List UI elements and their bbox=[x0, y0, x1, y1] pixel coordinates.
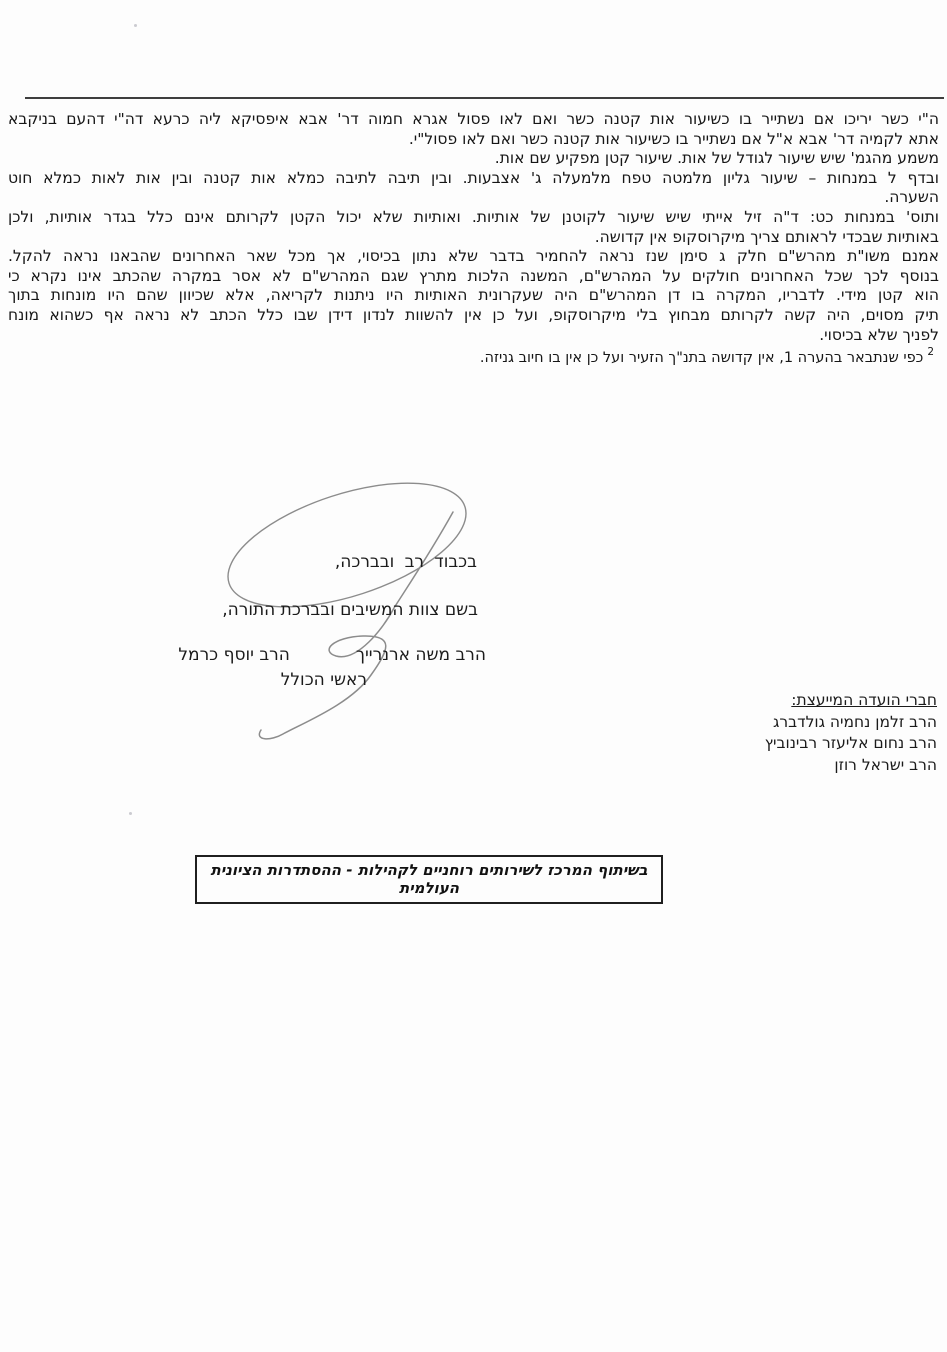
signer-name-right: הרב משה ארנרייך bbox=[355, 645, 486, 665]
body-line: הוא קטן מידי. לדבריו, המקרה בו דן המהרש"ם היה שעקרונית האותיות היו ניתנות לקריאה, אלא שכיוון שהם היו מונחות בתוך bbox=[8, 286, 939, 305]
body-line: השערה. bbox=[884, 188, 939, 207]
top-divider-rule bbox=[25, 97, 944, 99]
footnote-text: כפי שנתבאר בהערה 1, אין קדושה בתנ"ך הזעיר ועל כן אין בו חיוב גניזה. bbox=[479, 349, 924, 366]
partnership-banner bbox=[195, 855, 663, 904]
body-line: בנוסף לכך שכל האחרונים חולקים על המהרש"ם, המשנה הלכות מתרץ שגם המהרש"ם לא אסר במקרה שהכתב אינו נקרא כי bbox=[8, 266, 939, 285]
body-line: ותוס' במנחות כט: ד"ה זיל אייתי שיש שיעור לקוטנן של אותיות. ואותיות שלא יכול הקטן לקרותם אינם כלל בגדר אותיות, ולכן bbox=[8, 207, 939, 226]
signers-row bbox=[178, 645, 486, 665]
body-line: באותיות שבכדי לראותם צריך מיקרוסקופ אין קדושה. bbox=[594, 227, 939, 246]
signers-role: ראשי הכולל bbox=[280, 670, 367, 690]
closing-salutation: בכבוד רב ובברכה, bbox=[334, 552, 477, 572]
committee-member: הרב ישראל רוזן bbox=[834, 755, 937, 774]
committee-title: חברי הועדה המייעצת: bbox=[791, 691, 937, 709]
body-line: ה"י כשר יריכו אם נשתייר בו כשיעור אות קטנה כשר ואם לאו פסול אגרא חמוה דר' אבא איפסיקא ליה כרעא דה"י דהעם בניקבא bbox=[8, 110, 939, 128]
body-line: אמנם משו"ת מהרש"ם חלק ג סימן שנז נראה להחמיר בדבר שלא נתון בכיסוי, אך מכל שאר האחרונים שהבאנו נראה להקל. bbox=[8, 247, 939, 266]
responsum-body bbox=[8, 110, 939, 345]
body-line: לפניך שלא בכיסוי. bbox=[819, 325, 939, 344]
committee-member: הרב זלמן נחמיה גולדברג bbox=[773, 712, 937, 731]
advisory-committee bbox=[765, 690, 937, 776]
closing-on-behalf: בשם צוות המשיבים ובברכת התורה, bbox=[222, 600, 478, 620]
body-line: תיק מסוים, היה קשה לקרותם מבחוץ בלי מיקרוסקופ, ועל כן אין להשוות לנדון דידן שבו כלל הכתב לא נראה אף כשהוא מונח bbox=[8, 305, 939, 324]
scan-speck bbox=[134, 24, 137, 27]
body-line: ובדף ל במנחות – שיעור גליון מלמטה טפח מלמעלה ג' אצבעות. ובין תיבה לתיבה כמלא אות קטנה ובין אות לאות כמלא חוט bbox=[8, 168, 939, 187]
scan-speck bbox=[129, 812, 132, 815]
body-line: אתא לקמיה דר' אבא א"ל אם נשתייר בו כשיעור אות קטנה כשר ואם לאו פסול"י. bbox=[408, 129, 939, 148]
handwritten-signature bbox=[150, 478, 495, 768]
committee-member: הרב נחום אליעזר רבינוביץ bbox=[764, 734, 937, 752]
footnote-marker: 2 bbox=[927, 346, 934, 358]
signer-name-left: הרב יוסף כרמל bbox=[178, 645, 290, 665]
partnership-banner-text: בשיתוף המרכז לשירותים רוחניים לקהילות - ההסתדרות הציונית העולמית bbox=[210, 861, 648, 897]
body-line: משמע מהגמ' שיש שיעור לגודל של אות. שיעור קטן מפקיע שם אות. bbox=[494, 149, 939, 168]
footnote-2 bbox=[480, 347, 934, 366]
